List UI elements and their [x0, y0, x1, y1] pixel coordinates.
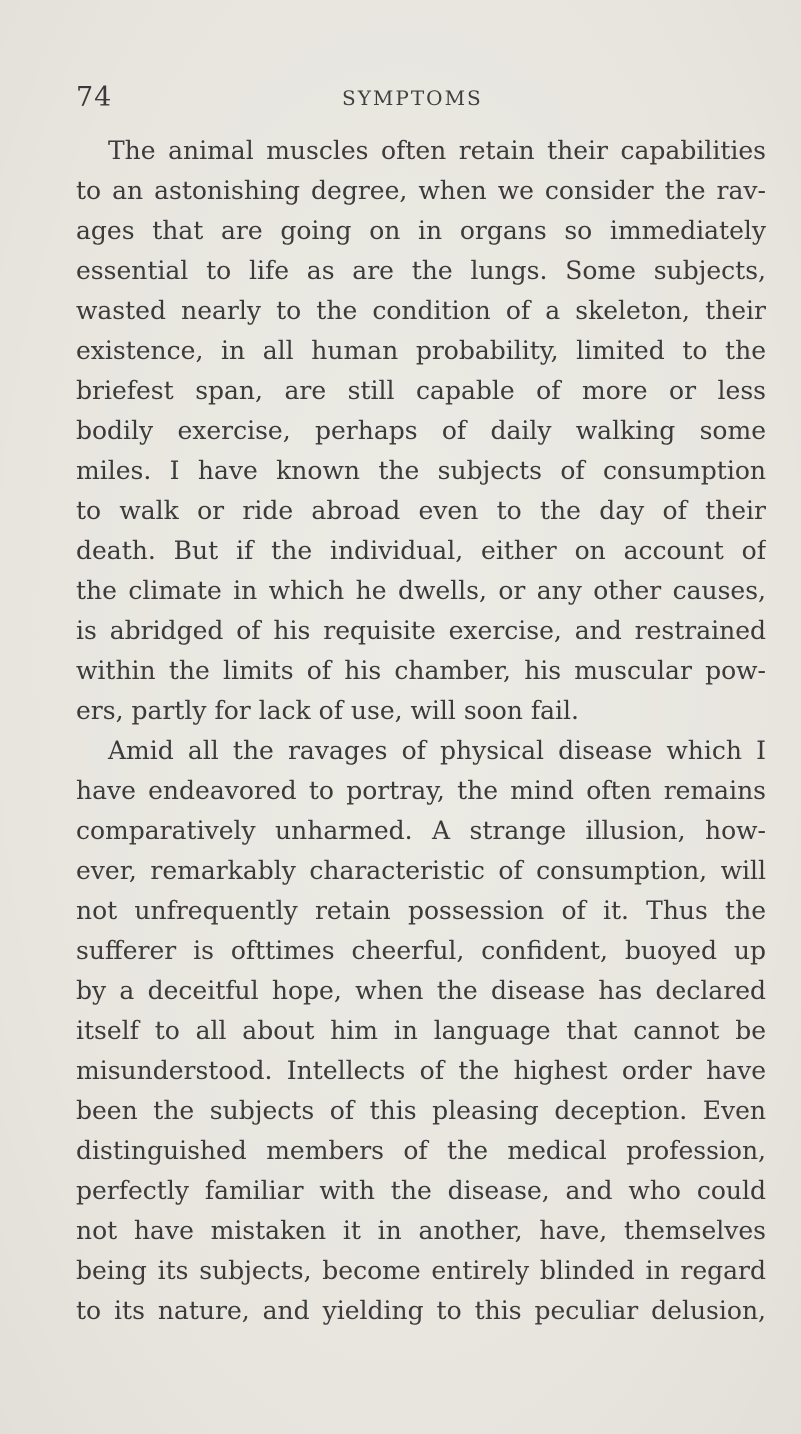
paragraph-1-line: briefest span, are still capable of more or less: [76, 376, 766, 405]
paragraph-2-line: itself to all about him in language that cannot be: [76, 1016, 766, 1045]
paragraph-1-line: wasted nearly to the condition of a skeleton, their: [76, 296, 766, 325]
paragraph-1-line: ages that are going on in organs so immediately: [76, 216, 766, 245]
paragraph-2-line: being its subjects, become entirely blinded in regard: [76, 1256, 766, 1285]
paragraph-2-line: perfectly familiar with the disease, and who could: [76, 1176, 766, 1205]
page-number: 74: [76, 82, 113, 113]
header-title: SYMPTOMS: [342, 86, 483, 110]
paragraph-1-line: miles. I have known the subjects of consumption: [76, 456, 766, 485]
paragraph-1-line: to an astonishing degree, when we consider the rav-: [76, 176, 766, 205]
paragraph-1-line: to walk or ride abroad even to the day of their: [76, 496, 766, 525]
paragraph-1-line: bodily exercise, perhaps of daily walking some: [76, 416, 766, 445]
paragraph-2-line: Amid all the ravages of physical disease which I: [108, 736, 766, 765]
paragraph-2-line: have endeavored to portray, the mind often remains: [76, 776, 766, 805]
paragraph-1-line: The animal muscles often retain their capabilities: [108, 136, 766, 165]
paragraph-1-line: is abridged of his requisite exercise, and restrained: [76, 616, 766, 645]
paragraph-2-line: not unfrequently retain possession of it. Thus the: [76, 896, 766, 925]
paragraph-1-line: the climate in which he dwells, or any other causes,: [76, 576, 766, 605]
paragraph-1-line: essential to life as are the lungs. Some subjects,: [76, 256, 766, 285]
paragraph-2-line: distinguished members of the medical profession,: [76, 1136, 766, 1165]
paragraph-1-line: within the limits of his chamber, his muscular pow-: [76, 656, 766, 685]
paragraph-2-line: sufferer is ofttimes cheerful, confident, buoyed up: [76, 936, 766, 965]
body-text: [76, 131, 766, 1331]
paragraph-2-line: to its nature, and yielding to this peculiar delusion,: [76, 1296, 766, 1325]
paragraph-2-line: not have mistaken it in another, have, themselves: [76, 1216, 766, 1245]
paragraph-2-line: by a deceitful hope, when the disease has declared: [76, 976, 766, 1005]
paragraph-2-line: ever, remarkably characteristic of consumption, will: [76, 856, 766, 885]
paragraph-1-line: death. But if the individual, either on account of: [76, 536, 766, 565]
paragraph-2-line: misunderstood. Intellects of the highest order have: [76, 1056, 766, 1085]
paragraph-1-line: ers, partly for lack of use, will soon fail.: [76, 696, 579, 725]
paragraph-2-line: comparatively unharmed. A strange illusion, how-: [76, 816, 766, 845]
paragraph-2-line: been the subjects of this pleasing deception. Even: [76, 1096, 766, 1125]
paragraph-1-line: existence, in all human probability, limited to the: [76, 336, 766, 365]
running-head: [76, 82, 776, 122]
